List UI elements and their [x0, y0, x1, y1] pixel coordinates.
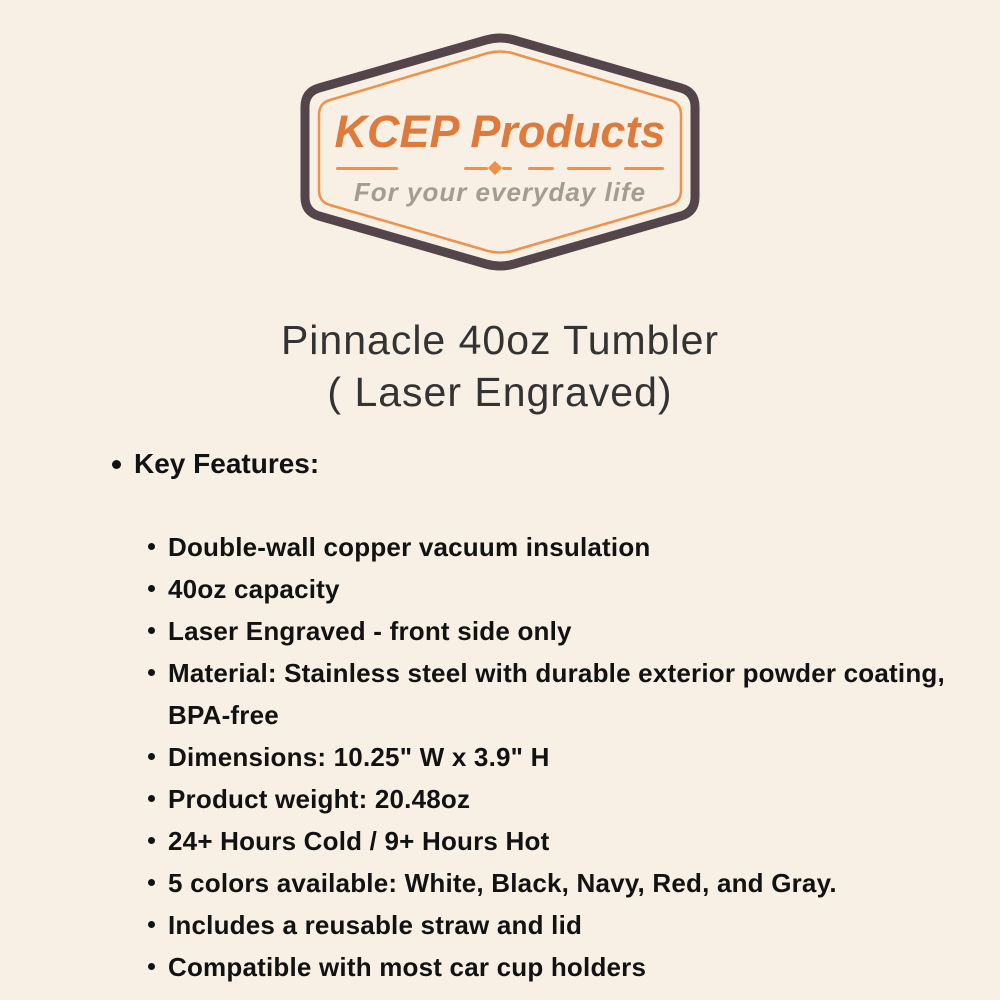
- divider-line: [567, 167, 611, 170]
- feature-item: [148, 946, 958, 988]
- brand-badge: [300, 31, 700, 273]
- diamond-icon: [488, 161, 502, 175]
- feature-text: 40oz capacity: [168, 574, 340, 604]
- feature-item: [148, 652, 958, 736]
- divider-line: [624, 167, 664, 170]
- bullet-dot-icon: [148, 753, 155, 760]
- feature-item: [148, 862, 958, 904]
- feature-item: [148, 820, 958, 862]
- bullet-dot-icon: [148, 585, 155, 592]
- bullet-dot-icon: [112, 460, 121, 469]
- bullet-dot-icon: [148, 627, 155, 634]
- product-title-line2: ( Laser Engraved): [327, 369, 673, 415]
- bullet-dot-icon: [148, 795, 155, 802]
- divider-line: [502, 167, 512, 170]
- product-title: [0, 314, 1000, 418]
- bullet-dot-icon: [148, 963, 155, 970]
- product-title-line1: Pinnacle 40oz Tumbler: [280, 317, 720, 363]
- feature-item: [148, 526, 958, 568]
- brand-name: KCEP Products: [334, 106, 666, 157]
- feature-text: 5 colors available: White, Black, Navy, Red, and Gray.: [168, 868, 837, 898]
- feature-text: Material: Stainless steel with durable exterior powder coating, BPA-free: [168, 658, 945, 730]
- bullet-dot-icon: [148, 669, 155, 676]
- divider-line: [464, 167, 488, 170]
- features-list: [148, 526, 958, 988]
- feature-item: [148, 610, 958, 652]
- feature-text: Double-wall copper vacuum insulation: [168, 532, 651, 562]
- feature-item: [148, 568, 958, 610]
- divider-line: [336, 167, 398, 170]
- feature-text: Includes a reusable straw and lid: [168, 910, 583, 940]
- brand-tagline: For your everyday life: [353, 177, 647, 207]
- features-heading: [112, 448, 319, 480]
- bullet-dot-icon: [148, 921, 155, 928]
- bullet-dot-icon: [148, 879, 155, 886]
- feature-item: [148, 904, 958, 946]
- divider-line: [528, 167, 554, 170]
- feature-text: Laser Engraved - front side only: [168, 616, 572, 646]
- feature-item: [148, 778, 958, 820]
- feature-text: Compatible with most car cup holders: [168, 952, 647, 982]
- bullet-dot-icon: [148, 837, 155, 844]
- feature-text: Dimensions: 10.25" W x 3.9" H: [168, 742, 550, 772]
- bullet-dot-icon: [148, 543, 155, 550]
- feature-text: 24+ Hours Cold / 9+ Hours Hot: [168, 826, 550, 856]
- feature-item: [148, 736, 958, 778]
- features-heading-label: Key Features:: [134, 448, 320, 479]
- badge-divider: [300, 162, 700, 174]
- feature-text: Product weight: 20.48oz: [168, 784, 471, 814]
